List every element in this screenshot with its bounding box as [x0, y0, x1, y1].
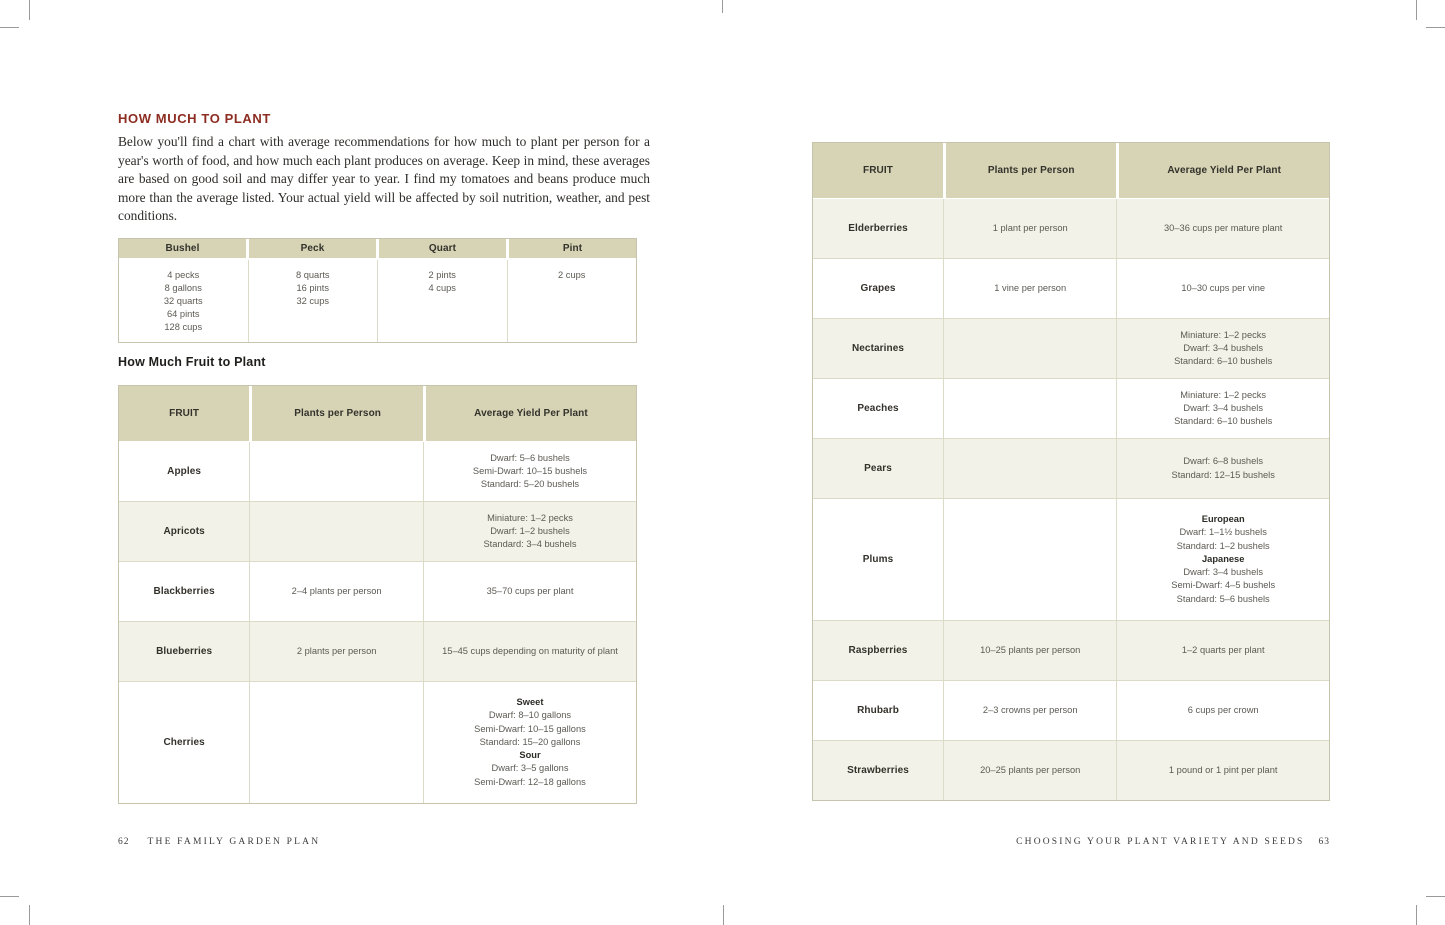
yield-value: Dwarf: 3–5 gallons [491, 763, 569, 774]
yield-value: Standard: 5–6 bushels [1176, 593, 1270, 604]
conversion-value: 16 pints [296, 283, 330, 293]
yield-value: 6 cups per crown [1187, 704, 1259, 715]
right-page-number: 63 [1318, 837, 1330, 847]
crop-mark-bottom-center [723, 905, 724, 925]
plants-per-person-cell [943, 439, 1116, 498]
table-header-row [813, 143, 1329, 198]
plants-per-person-cell [249, 622, 423, 681]
fruit-name-cell: Elderberries [848, 223, 908, 234]
table-row [119, 621, 636, 681]
average-yield-cell [1116, 741, 1329, 800]
fruit-table-heading: How Much Fruit to Plant [118, 355, 266, 369]
left-footer-title: THE FAMILY GARDEN PLAN [147, 837, 321, 847]
yield-value: Standard: 15–20 gallons [479, 736, 581, 747]
crop-mark-top-left-h [0, 27, 19, 28]
conversion-value: 4 cups [428, 283, 456, 293]
average-yield-cell [1116, 621, 1329, 680]
average-yield-cell [423, 622, 636, 681]
conversion-value: 2 cups [558, 270, 586, 280]
plants-per-person-cell [943, 681, 1116, 740]
table-row [119, 441, 636, 501]
average-yield-cell [423, 502, 636, 561]
plants-per-person-cell [249, 502, 423, 561]
conversion-table-header-row [119, 239, 636, 260]
section-heading: HOW MUCH TO PLANT [118, 111, 271, 126]
plants-per-person-cell [943, 499, 1116, 620]
table-header-row [119, 386, 636, 441]
crop-mark-bottom-left-v [29, 905, 30, 925]
conversion-value: 32 quarts [163, 296, 203, 306]
table-row [813, 198, 1329, 258]
conversion-table-body [119, 260, 636, 342]
left-page-footer [118, 837, 320, 847]
crop-mark-top-right-v [1416, 0, 1417, 20]
plants-per-person-value: 10–25 plants per person [980, 644, 1081, 655]
table-row [119, 681, 636, 803]
yield-value: 1–2 quarts per plant [1181, 644, 1265, 655]
fruit-name-cell: Plums [862, 554, 894, 565]
fruit-name-cell: Pears [864, 463, 892, 474]
conversion-column [119, 260, 248, 342]
conversion-value: 2 pints [428, 270, 456, 280]
table-body [119, 441, 636, 803]
fruit-name-cell: Rhubarb [857, 705, 899, 716]
table-body [813, 198, 1329, 800]
plants-per-person-value: 1 vine per person [994, 282, 1067, 293]
crop-mark-bottom-right-h [1426, 896, 1445, 897]
column-header: FRUIT [813, 143, 943, 198]
yield-value: Dwarf: 1–1½ bushels [1179, 527, 1267, 538]
plants-per-person-cell [249, 682, 423, 803]
yield-value: 15–45 cups depending on maturity of plant [442, 645, 618, 656]
table-row [813, 438, 1329, 498]
column-header: Plants per Person [249, 386, 423, 441]
yield-value: Miniature: 1–2 pecks [487, 512, 573, 523]
average-yield-cell [1116, 379, 1329, 438]
crop-mark-bottom-right-v [1416, 905, 1417, 925]
yield-subheading: European [1201, 514, 1245, 525]
conversion-value: 4 pecks [167, 270, 200, 280]
fruit-name-cell: Strawberries [847, 765, 909, 776]
conversion-column [507, 260, 637, 342]
average-yield-cell [1116, 439, 1329, 498]
conversion-value: 32 cups [296, 296, 330, 306]
plants-per-person-value: 2–4 plants per person [291, 585, 382, 596]
table-row [813, 378, 1329, 438]
plants-per-person-cell [943, 319, 1116, 378]
yield-value: Standard: 3–4 bushels [483, 539, 577, 550]
yield-value: Dwarf: 3–4 bushels [1183, 342, 1263, 353]
conversion-column [248, 260, 378, 342]
column-header: Plants per Person [943, 143, 1116, 198]
crop-mark-top-center [722, 0, 723, 13]
column-header: Average Yield Per Plant [423, 386, 636, 441]
table-row [813, 740, 1329, 800]
plants-per-person-value: 2–3 crowns per person [982, 704, 1078, 715]
yield-value: Standard: 1–2 bushels [1176, 540, 1270, 551]
conversion-column [377, 260, 507, 342]
average-yield-cell [1116, 259, 1329, 318]
yield-value: 35–70 cups per plant [486, 585, 574, 596]
table-row [813, 680, 1329, 740]
average-yield-cell [423, 682, 636, 803]
yield-value: Standard: 6–10 bushels [1174, 416, 1273, 427]
plants-per-person-cell [943, 379, 1116, 438]
conversion-value: 128 cups [164, 322, 203, 332]
fruit-name-cell: Apricots [163, 526, 205, 537]
crop-mark-bottom-left-h [0, 896, 19, 897]
right-page-footer [1016, 837, 1330, 847]
yield-value: Dwarf: 8–10 gallons [488, 710, 572, 721]
yield-subheading: Sour [519, 750, 541, 761]
conversion-value: 64 pints [166, 309, 200, 319]
fruit-name-cell: Raspberries [848, 645, 908, 656]
plants-per-person-cell [943, 741, 1116, 800]
fruit-table-right [812, 142, 1330, 801]
fruit-name-cell: Apples [167, 466, 202, 477]
average-yield-cell [423, 442, 636, 501]
yield-value: 30–36 cups per mature plant [1164, 222, 1283, 233]
crop-mark-top-right-h [1426, 27, 1445, 28]
fruit-name-cell: Peaches [857, 403, 899, 414]
average-yield-cell [1116, 681, 1329, 740]
column-header: Peck [246, 239, 376, 258]
yield-value: Semi-Dwarf: 10–15 bushels [472, 465, 588, 476]
yield-value: 10–30 cups per vine [1181, 282, 1266, 293]
plants-per-person-value: 20–25 plants per person [980, 764, 1081, 775]
right-footer-title: CHOOSING YOUR PLANT VARIETY AND SEEDS [1016, 837, 1305, 847]
yield-subheading: Sweet [516, 697, 544, 708]
yield-value: Dwarf: 1–2 bushels [490, 525, 570, 536]
table-row [119, 501, 636, 561]
yield-subheading: Japanese [1202, 553, 1245, 564]
fruit-name-cell: Nectarines [851, 343, 905, 354]
fruit-name-cell: Cherries [163, 737, 205, 748]
average-yield-cell [423, 562, 636, 621]
fruit-name-cell: Grapes [860, 283, 896, 294]
yield-value: Dwarf: 3–4 bushels [1183, 567, 1263, 578]
yield-value: Dwarf: 5–6 bushels [490, 452, 570, 463]
plants-per-person-value: 1 plant per person [992, 222, 1068, 233]
column-header: Quart [376, 239, 506, 258]
plants-per-person-cell [943, 621, 1116, 680]
average-yield-cell [1116, 499, 1329, 620]
yield-value: Dwarf: 6–8 bushels [1183, 456, 1263, 467]
fruit-name-cell: Blueberries [156, 646, 213, 657]
yield-value: Semi-Dwarf: 12–18 gallons [474, 776, 586, 787]
conversion-value: 8 gallons [164, 283, 202, 293]
yield-value: Miniature: 1–2 pecks [1180, 329, 1267, 340]
yield-value: Semi-Dwarf: 4–5 bushels [1171, 580, 1276, 591]
measurement-conversion-table [118, 238, 637, 343]
left-page-number: 62 [118, 837, 130, 847]
conversion-value: 8 quarts [295, 270, 330, 280]
table-row [813, 318, 1329, 378]
plants-per-person-cell [249, 442, 423, 501]
fruit-name-cell: Blackberries [153, 586, 215, 597]
table-row [813, 258, 1329, 318]
column-header: Bushel [119, 239, 246, 258]
yield-value: Miniature: 1–2 pecks [1180, 389, 1267, 400]
plants-per-person-value: 2 plants per person [296, 645, 377, 656]
table-row [813, 620, 1329, 680]
crop-mark-top-left-v [29, 0, 30, 20]
table-row [813, 498, 1329, 620]
intro-paragraph: Below you'll find a chart with average recommendations for how much to plant per person for a year's worth of food, and how much each plant produces on average. Keep in mind, these averages are based on good soil and may differ year to year. I find my tomatoes and beans produce much more than the average listed. Your actual yield will be affected by soil nutrition, weather, and pest conditions. [118, 134, 650, 224]
yield-value: Standard: 12–15 bushels [1171, 469, 1275, 480]
column-header: Average Yield Per Plant [1116, 143, 1329, 198]
yield-value: Dwarf: 3–4 bushels [1183, 402, 1263, 413]
column-header: FRUIT [119, 386, 249, 441]
plants-per-person-cell [943, 199, 1116, 258]
yield-value: Standard: 5–20 bushels [480, 479, 580, 490]
plants-per-person-cell [249, 562, 423, 621]
fruit-table-left [118, 385, 637, 804]
yield-value: Standard: 6–10 bushels [1174, 356, 1273, 367]
average-yield-cell [1116, 319, 1329, 378]
yield-value: 1 pound or 1 pint per plant [1168, 764, 1278, 775]
column-header: Pint [506, 239, 636, 258]
table-row [119, 561, 636, 621]
plants-per-person-cell [943, 259, 1116, 318]
yield-value: Semi-Dwarf: 10–15 gallons [474, 723, 586, 734]
average-yield-cell [1116, 199, 1329, 258]
